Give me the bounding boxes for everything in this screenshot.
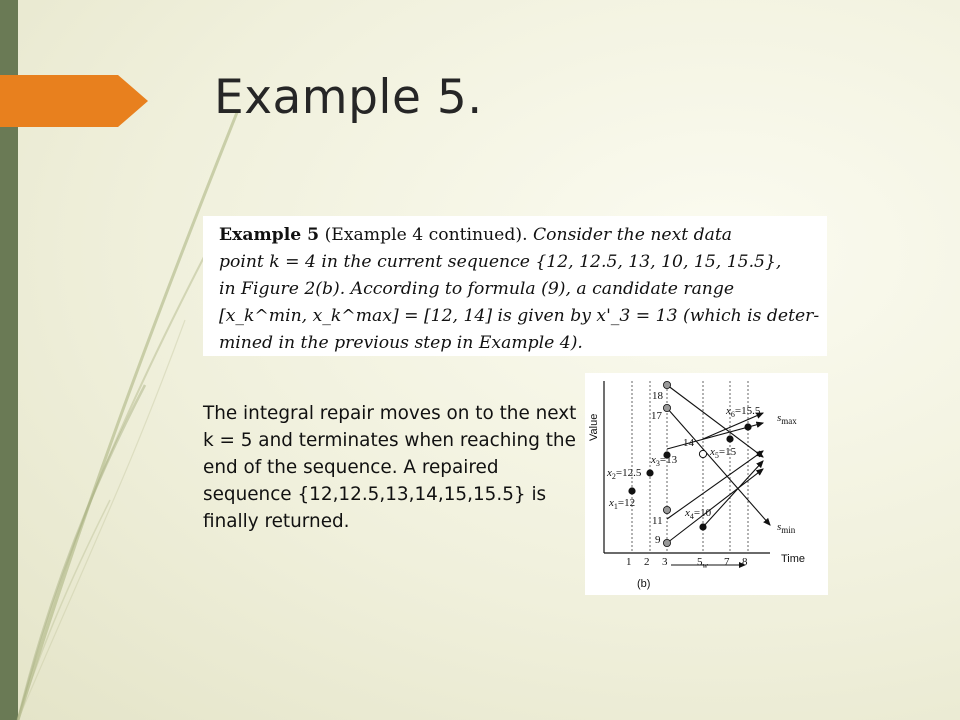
s-max-label: $s_{max}$ — [777, 412, 797, 426]
value-14: 14 — [683, 437, 694, 449]
point-x5 — [726, 435, 733, 442]
label-x4: $x_4=10$ — [685, 507, 712, 521]
excerpt-line-3: in Figure 2(b). According to formula (9), a candidate range — [219, 279, 735, 299]
point-x1 — [628, 487, 635, 494]
title-accent-tab — [0, 75, 148, 127]
excerpt-line-5: mined in the previous step in Example 4). — [219, 333, 583, 353]
point-17 — [663, 404, 670, 411]
excerpt-heading-note: (Example 4 continued). — [324, 225, 528, 245]
s-min-label: $s_{min}$ — [777, 521, 796, 535]
paper-excerpt — [203, 216, 827, 356]
value-18: 18 — [652, 390, 663, 402]
tick-1: 1 — [626, 556, 632, 568]
label-x6: $x_6=15.5$ — [726, 405, 761, 419]
label-x2: $x_2=12.5$ — [607, 467, 642, 481]
tick-8: 8 — [742, 556, 748, 568]
excerpt-line-1 — [219, 222, 815, 249]
figure-caption: (b) — [637, 578, 651, 590]
label-x3: $x_3=13$ — [651, 454, 678, 468]
value-9: 9 — [655, 534, 661, 546]
label-x1: $x_1=12$ — [609, 497, 636, 511]
point-x2 — [646, 469, 653, 476]
excerpt-line-4: [x_k^min, x_k^max] = [12, 14] is given by x'_3 = 13 (which is deter- — [219, 306, 820, 326]
y-axis-label: Value — [588, 413, 600, 441]
tick-2: 2 — [644, 556, 650, 568]
window-label: $5_w$ — [697, 556, 708, 570]
value-11: 11 — [652, 515, 663, 527]
excerpt-line-2: point k = 4 in the current sequence {12, 12.5, 13, 10, 15, 15.5}, — [219, 252, 782, 272]
point-14 — [699, 450, 706, 457]
x-axis-label: Time — [781, 553, 806, 565]
point-11 — [663, 506, 670, 513]
slide-title: Example 5. — [214, 70, 483, 125]
body-paragraph: The integral repair moves on to the next k = 5 and terminates when reaching the end of the sequence. A repaired sequence {12,12.5,13,14,15,15.5} is finally returned. — [203, 403, 577, 532]
point-18 — [663, 381, 670, 388]
point-9 — [663, 539, 670, 546]
point-x4 — [699, 523, 706, 530]
label-x5: $x_5=15$ — [710, 446, 737, 460]
repair-figure — [585, 373, 828, 595]
data-points — [628, 381, 751, 546]
value-17: 17 — [651, 410, 662, 422]
excerpt-line-1-rest: Consider the next data — [533, 225, 733, 245]
excerpt-heading: Example 5 — [219, 225, 320, 245]
tick-3: 3 — [662, 556, 668, 568]
tick-7: 7 — [724, 556, 730, 568]
point-x6 — [744, 423, 751, 430]
